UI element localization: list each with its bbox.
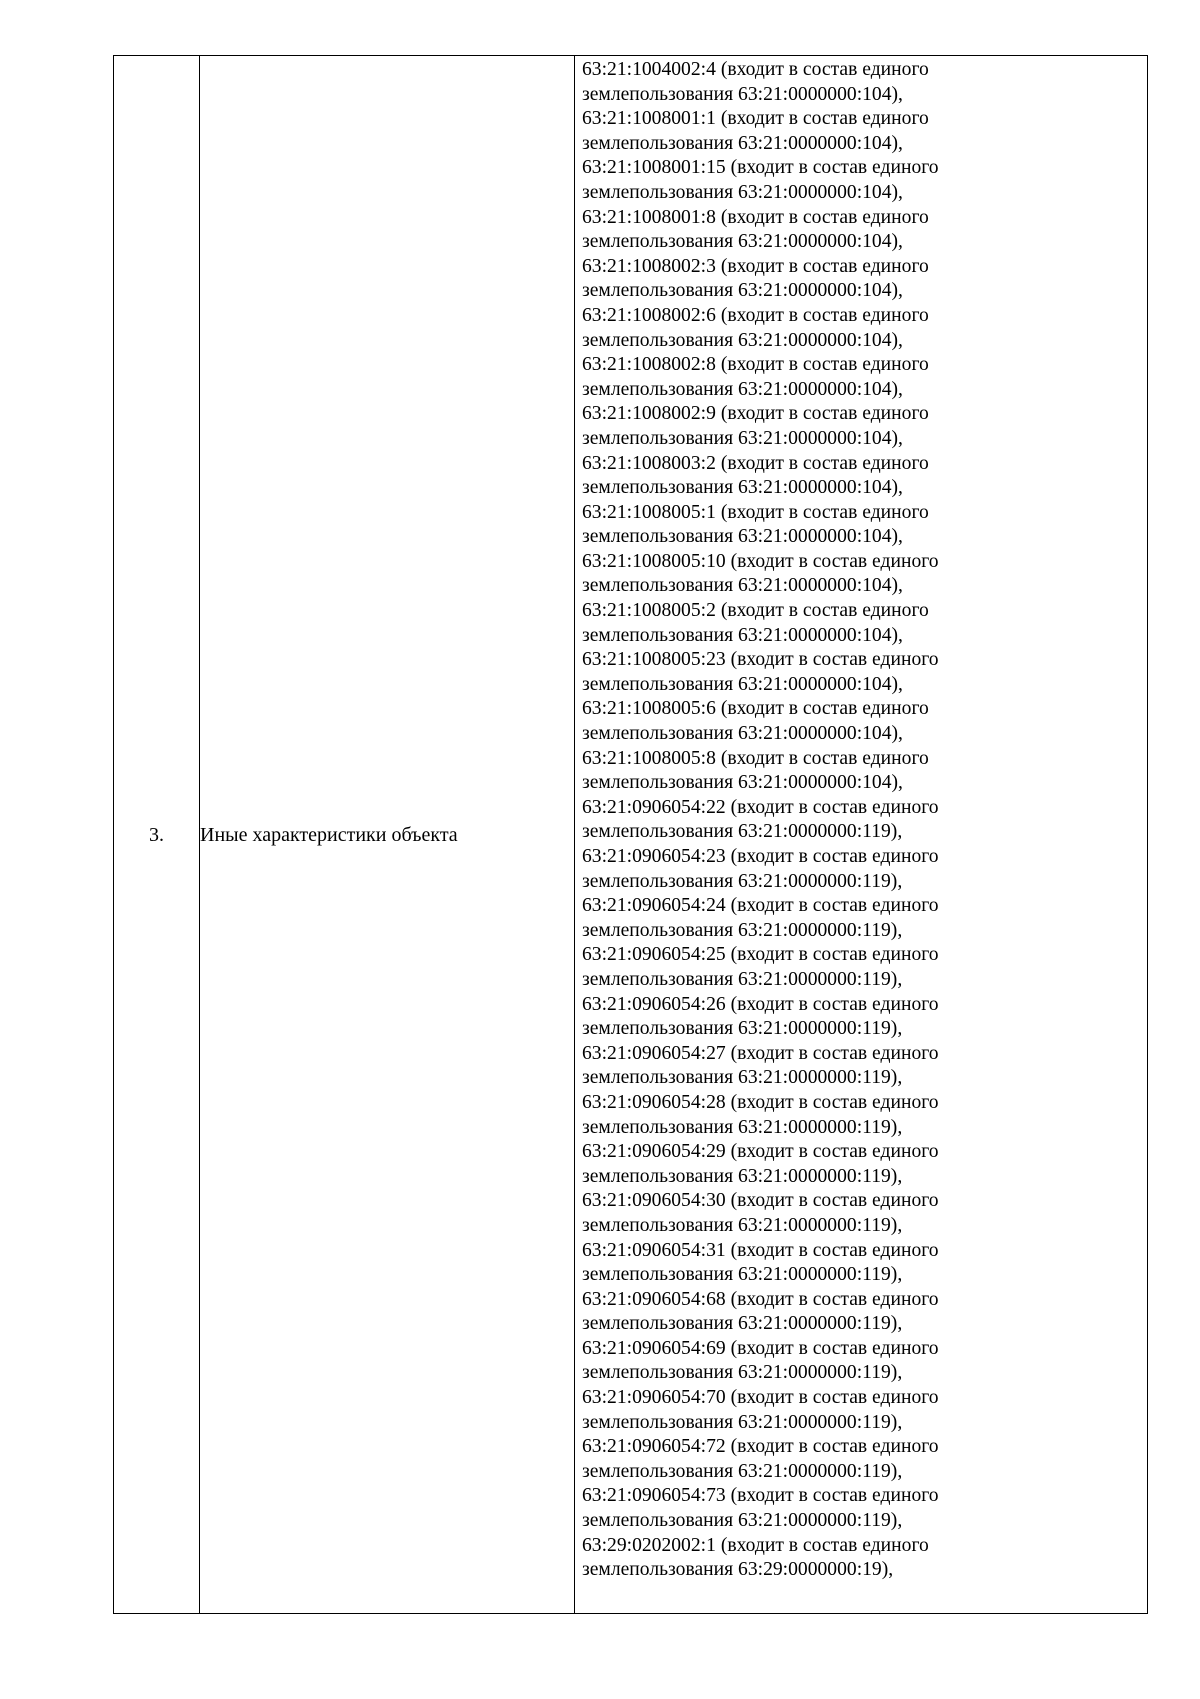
entry-note: (входит в состав единого — [720, 59, 929, 80]
cadastral-number: 63:21:0906054:25 — [582, 944, 726, 966]
cadastral-number: 63:21:1008005:6 — [582, 698, 716, 720]
unified-land-use: землепользования 63:21:0000000:119), — [582, 1411, 903, 1433]
entry-first-line — [582, 501, 1143, 526]
cadastral-number: 63:21:1008003:2 — [582, 452, 716, 474]
entry-note: (входит в состав единого — [730, 1239, 939, 1261]
entry-note: (входит в состав единого — [720, 698, 929, 720]
cadastral-number: 63:21:0906054:23 — [582, 846, 726, 867]
entry-note: (входит в состав единого — [720, 747, 929, 769]
entry-first-line — [582, 1484, 1143, 1509]
cadastral-number: 63:21:1008005:8 — [582, 747, 716, 769]
unified-land-use: землепользования 63:29:0000000:19), — [582, 1559, 894, 1581]
entry-first-line — [582, 1337, 1143, 1362]
table-row — [114, 56, 1148, 1614]
entry-first-line — [582, 452, 1143, 477]
entry-note: (входит в состав единого — [730, 796, 939, 818]
entry-note: (входит в состав единого — [730, 944, 939, 966]
entry-note: (входит в состав единого — [720, 304, 929, 326]
entry-first-line — [582, 747, 1143, 772]
cadastral-number: 63:21:1008002:3 — [582, 255, 716, 277]
unified-land-use: землепользования 63:21:0000000:104), — [582, 181, 903, 203]
entry-first-line — [582, 353, 1143, 378]
unified-land-use: землепользования 63:21:0000000:104), — [582, 83, 903, 105]
cadastral-number: 63:21:0906054:68 — [582, 1288, 726, 1310]
unified-land-use: землепользования 63:21:0000000:119), — [582, 1264, 903, 1286]
list-item — [582, 1337, 1143, 1386]
entry-first-line — [582, 648, 1143, 673]
list-item — [582, 402, 1143, 451]
unified-land-use: землепользования 63:21:0000000:119), — [582, 968, 903, 990]
entry-first-line — [582, 1140, 1143, 1165]
entry-note: (входит в состав единого — [730, 846, 939, 867]
cadastral-number: 63:21:0906054:27 — [582, 1042, 726, 1064]
list-item — [582, 107, 1143, 156]
entry-first-line — [582, 1386, 1143, 1411]
entry-first-line — [582, 943, 1143, 968]
list-item — [582, 697, 1143, 746]
list-item — [582, 894, 1143, 943]
entry-first-line — [582, 1189, 1143, 1214]
entry-note: (входит в состав единого — [730, 895, 939, 917]
entry-first-line — [582, 206, 1143, 231]
row-value-cell — [575, 56, 1148, 1614]
list-item — [582, 304, 1143, 353]
cadastral-number: 63:21:0906054:31 — [582, 1239, 726, 1261]
list-item — [582, 599, 1143, 648]
list-item — [582, 1435, 1143, 1484]
entry-note: (входит в состав единого — [720, 108, 929, 130]
unified-land-use: землепользования 63:21:0000000:119), — [582, 1313, 903, 1335]
cadastral-number: 63:29:0202002:1 — [582, 1534, 716, 1556]
list-item — [582, 1534, 1143, 1583]
unified-land-use: землепользования 63:21:0000000:119), — [582, 1362, 903, 1384]
unified-land-use: землепользования 63:21:0000000:104), — [582, 673, 903, 695]
unified-land-use: землепользования 63:21:0000000:119), — [582, 821, 903, 843]
entry-note: (входит в состав единого — [720, 501, 929, 523]
entry-first-line — [582, 845, 1143, 870]
entry-first-line — [582, 894, 1143, 919]
entry-first-line — [582, 1435, 1143, 1460]
entry-first-line — [582, 550, 1143, 575]
entry-first-line — [582, 993, 1143, 1018]
entry-first-line — [582, 1239, 1143, 1264]
cadastral-number: 63:21:1004002:4 — [582, 59, 716, 80]
list-item — [582, 550, 1143, 599]
entry-note: (входит в состав единого — [730, 1436, 939, 1458]
entry-note: (входит в состав единого — [730, 550, 939, 572]
unified-land-use: землепользования 63:21:0000000:104), — [582, 378, 903, 400]
list-item — [582, 1140, 1143, 1189]
cadastral-number: 63:21:1008002:9 — [582, 403, 716, 425]
list-item — [582, 58, 1143, 107]
entry-first-line — [582, 1534, 1143, 1559]
entry-first-line — [582, 697, 1143, 722]
row-label: Иные характеристики объекта — [200, 823, 458, 846]
cadastral-number: 63:21:0906054:70 — [582, 1387, 726, 1409]
list-item — [582, 452, 1143, 501]
cadastral-number: 63:21:1008005:1 — [582, 501, 716, 523]
list-item — [582, 156, 1143, 205]
entry-first-line — [582, 1042, 1143, 1067]
cadastral-number: 63:21:0906054:73 — [582, 1485, 726, 1507]
row-number: 3. — [149, 823, 164, 846]
unified-land-use: землепользования 63:21:0000000:104), — [582, 575, 903, 597]
cadastral-number: 63:21:1008005:23 — [582, 649, 726, 671]
list-item — [582, 1386, 1143, 1435]
characteristics-table — [113, 55, 1148, 1614]
unified-land-use: землепользования 63:21:0000000:119), — [582, 1165, 903, 1187]
unified-land-use: землепользования 63:21:0000000:104), — [582, 772, 903, 794]
cadastral-number: 63:21:0906054:26 — [582, 993, 726, 1015]
cadastral-number: 63:21:1008002:6 — [582, 304, 716, 326]
cadastral-number: 63:21:1008005:2 — [582, 600, 716, 622]
row-number-cell — [114, 56, 200, 1614]
unified-land-use: землепользования 63:21:0000000:119), — [582, 870, 903, 892]
entry-first-line — [582, 1288, 1143, 1313]
entry-note: (входит в состав единого — [730, 1485, 939, 1507]
cadastral-number: 63:21:1008005:10 — [582, 550, 726, 572]
entry-note: (входит в состав единого — [720, 452, 929, 474]
unified-land-use: землепользования 63:21:0000000:104), — [582, 477, 903, 499]
unified-land-use: землепользования 63:21:0000000:119), — [582, 1018, 903, 1040]
list-item — [582, 747, 1143, 796]
entry-note: (входит в состав единого — [730, 1091, 939, 1113]
entry-note: (входит в состав единого — [730, 1190, 939, 1212]
entry-first-line — [582, 796, 1143, 821]
entry-first-line — [582, 599, 1143, 624]
entry-first-line — [582, 255, 1143, 280]
entry-first-line — [582, 107, 1143, 132]
list-item — [582, 1042, 1143, 1091]
list-item — [582, 943, 1143, 992]
cadastral-number: 63:21:0906054:24 — [582, 895, 726, 917]
unified-land-use: землепользования 63:21:0000000:104), — [582, 427, 903, 449]
unified-land-use: землепользования 63:21:0000000:104), — [582, 723, 903, 745]
entry-note: (входит в состав единого — [730, 1337, 939, 1359]
entry-note: (входит в состав единого — [720, 206, 929, 228]
cadastral-number: 63:21:0906054:30 — [582, 1190, 726, 1212]
cadastral-number: 63:21:1008001:15 — [582, 157, 726, 179]
entry-note: (входит в состав единого — [730, 649, 939, 671]
entry-note: (входит в состав единого — [730, 1387, 939, 1409]
entry-first-line — [582, 156, 1143, 181]
list-item — [582, 1239, 1143, 1288]
cadastral-number: 63:21:1008001:8 — [582, 206, 716, 228]
entry-note: (входит в состав единого — [720, 354, 929, 376]
list-item — [582, 993, 1143, 1042]
entry-first-line — [582, 1091, 1143, 1116]
list-item — [582, 353, 1143, 402]
cadastral-number: 63:21:0906054:28 — [582, 1091, 726, 1113]
cadastral-number: 63:21:0906054:72 — [582, 1436, 726, 1458]
row-label-cell — [200, 56, 575, 1614]
entry-note: (входит в состав единого — [720, 600, 929, 622]
cadastral-number: 63:21:1008001:1 — [582, 108, 716, 130]
cadastral-number: 63:21:0906054:29 — [582, 1141, 726, 1163]
list-item — [582, 255, 1143, 304]
unified-land-use: землепользования 63:21:0000000:119), — [582, 1214, 903, 1236]
list-item — [582, 1189, 1143, 1238]
unified-land-use: землепользования 63:21:0000000:104), — [582, 624, 903, 646]
list-item — [582, 1484, 1143, 1533]
cadastral-number: 63:21:0906054:22 — [582, 796, 726, 818]
entry-note: (входит в состав единого — [730, 157, 939, 179]
entry-note: (входит в состав единого — [730, 1141, 939, 1163]
unified-land-use: землепользования 63:21:0000000:119), — [582, 1460, 903, 1482]
entry-note: (входит в состав единого — [720, 1534, 929, 1556]
entry-note: (входит в состав единого — [730, 1042, 939, 1064]
entry-note: (входит в состав единого — [730, 1288, 939, 1310]
entry-note: (входит в состав единого — [720, 255, 929, 277]
unified-land-use: землепользования 63:21:0000000:119), — [582, 1510, 903, 1532]
unified-land-use: землепользования 63:21:0000000:119), — [582, 1067, 903, 1089]
list-item — [582, 206, 1143, 255]
cadastral-number: 63:21:1008002:8 — [582, 354, 716, 376]
list-item — [582, 648, 1143, 697]
list-item — [582, 1288, 1143, 1337]
entry-first-line — [582, 402, 1143, 427]
unified-land-use: землепользования 63:21:0000000:119), — [582, 1116, 903, 1138]
unified-land-use: землепользования 63:21:0000000:104), — [582, 231, 903, 253]
unified-land-use: землепользования 63:21:0000000:104), — [582, 280, 903, 302]
entry-first-line — [582, 304, 1143, 329]
cadastral-number: 63:21:0906054:69 — [582, 1337, 726, 1359]
list-item — [582, 501, 1143, 550]
list-item — [582, 1091, 1143, 1140]
unified-land-use: землепользования 63:21:0000000:104), — [582, 329, 903, 351]
list-item — [582, 845, 1143, 894]
entry-note: (входит в состав единого — [720, 403, 929, 425]
unified-land-use: землепользования 63:21:0000000:104), — [582, 526, 903, 548]
unified-land-use: землепользования 63:21:0000000:104), — [582, 132, 903, 154]
entry-note: (входит в состав единого — [730, 993, 939, 1015]
entry-first-line — [582, 58, 1143, 83]
unified-land-use: землепользования 63:21:0000000:119), — [582, 919, 903, 941]
list-item — [582, 796, 1143, 845]
